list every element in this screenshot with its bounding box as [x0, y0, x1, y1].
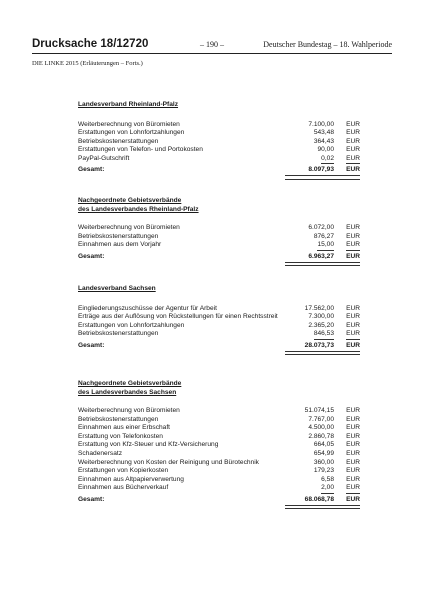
total-label: Gesamt: — [78, 341, 105, 349]
row-amount: 876,27 — [313, 232, 334, 240]
row-currency: EUR — [346, 304, 360, 312]
row-currency: EUR — [346, 146, 360, 154]
section-title-line2: des Landesverbandes Rheinland-Pfalz — [78, 205, 199, 213]
total-double-rule — [285, 351, 360, 356]
section-title: Nachgeordnete Gebietsverbände — [78, 197, 182, 204]
table-row — [78, 484, 360, 493]
row-label: Weiterberechnung von Büromieten — [78, 407, 180, 414]
row-label: Einnahmen aus Altpapierverwertung — [78, 475, 184, 483]
page-header — [32, 38, 392, 54]
row-label: Einnahmen aus einer Erbschaft — [78, 424, 171, 432]
row-amount: 179,23 — [313, 467, 334, 475]
row-label: Erstattung von Telefonkosten — [78, 432, 163, 440]
row-label: Erstattungen von Lohnfortzahlungen — [78, 321, 185, 329]
total-label: Gesamt: — [78, 495, 105, 503]
row-currency: EUR — [346, 424, 360, 432]
row-amount: 664,05 — [313, 441, 334, 449]
total-currency: EUR — [346, 252, 360, 260]
table-row — [78, 121, 360, 130]
row-amount: 6,58 — [321, 475, 334, 483]
row-label: PayPal-Gutschrift — [78, 154, 130, 162]
total-double-rule — [285, 175, 360, 180]
row-label: Betriebskostenerstattungen — [78, 137, 159, 145]
row-currency: EUR — [346, 321, 360, 329]
total-double-rule — [285, 262, 360, 267]
row-label: Betriebskostenerstattungen — [78, 232, 159, 240]
total-row — [78, 165, 360, 175]
total-label: Gesamt: — [78, 252, 105, 260]
total-amount: 68.068,78 — [304, 495, 334, 503]
row-currency: EUR — [346, 458, 360, 466]
table-row — [78, 224, 360, 233]
row-label: Einnahmen aus Bücherverkauf — [78, 484, 169, 492]
row-amount: 6.072,00 — [308, 224, 334, 231]
page-number: – 190 – — [200, 40, 224, 49]
section-title: Nachgeordnete Gebietsverbände — [78, 380, 182, 387]
row-amount: 90,00 — [317, 146, 334, 154]
row-label: Erstattungen von Lohnfortzahlungen — [78, 129, 185, 137]
table-row — [78, 322, 360, 331]
row-amount: 7.767,00 — [308, 415, 334, 423]
total-currency: EUR — [346, 341, 360, 349]
section-gebietsverbaende-sachsen — [78, 380, 360, 509]
row-label: Einnahmen aus dem Vorjahr — [78, 241, 162, 249]
row-currency: EUR — [346, 449, 360, 457]
row-amount: 17.562,00 — [304, 304, 334, 312]
total-row — [78, 252, 360, 262]
total-row — [78, 495, 360, 505]
row-currency: EUR — [346, 432, 360, 440]
publisher-label: Deutscher Bundestag – 18. Wahlperiode — [263, 40, 392, 49]
total-label: Gesamt: — [78, 166, 105, 174]
total-currency: EUR — [346, 166, 360, 174]
row-amount: 51.074,15 — [304, 407, 334, 414]
row-amount: 846,53 — [314, 330, 334, 340]
row-label: Weiterberechnung von Kosten der Reinigung und Bürotechnik — [78, 458, 259, 466]
row-label: Schadenersatz — [78, 449, 122, 457]
row-label: Betriebskostenerstattungen — [78, 330, 159, 338]
total-amount: 28.073,73 — [304, 341, 334, 349]
row-amount: 654,99 — [313, 449, 334, 457]
row-currency: EUR — [346, 232, 360, 240]
row-label: Erträge aus der Auflösung von Rückstellungen für einen Rechtsstreit — [78, 313, 278, 321]
row-amount: 4.500,00 — [308, 424, 334, 432]
row-currency: EUR — [346, 155, 360, 165]
header-rule — [32, 53, 392, 54]
table-row — [78, 138, 360, 147]
table-row — [78, 433, 360, 442]
section-gebietsverbaende-rheinland-pfalz — [78, 197, 360, 266]
table-row — [78, 330, 360, 339]
total-amount: 8.097,93 — [308, 166, 334, 174]
section-landesverband-rheinland-pfalz — [78, 101, 360, 180]
table-row — [78, 241, 360, 250]
row-currency: EUR — [346, 475, 360, 483]
section-title-line2: des Landesverbandes Sachsen — [78, 388, 177, 396]
row-currency: EUR — [346, 241, 360, 251]
row-amount: 0,02 — [321, 155, 334, 165]
row-currency: EUR — [346, 313, 360, 321]
table-row — [78, 305, 360, 314]
section-title: Landesverband Rheinland-Pfalz — [78, 101, 179, 108]
row-amount: 7.100,00 — [308, 120, 334, 128]
row-currency: EUR — [346, 407, 360, 414]
section-landesverband-sachsen — [78, 285, 360, 355]
section-title: Landesverband Sachsen — [78, 285, 156, 292]
row-amount: 2.860,78 — [308, 432, 334, 440]
table-row — [78, 450, 360, 459]
row-amount: 360,00 — [313, 458, 334, 466]
row-label: Weiterberechnung von Büromieten — [78, 224, 180, 231]
row-currency: EUR — [346, 137, 360, 145]
row-currency: EUR — [346, 120, 360, 128]
table-row — [78, 407, 360, 416]
total-currency: EUR — [346, 495, 360, 503]
row-amount: 15,00 — [317, 241, 334, 251]
running-subheading: DIE LINKE 2015 (Erläuterungen – Forts.) — [32, 60, 143, 67]
row-currency: EUR — [346, 415, 360, 423]
table-row — [78, 313, 360, 322]
table-row — [78, 476, 360, 485]
row-currency: EUR — [346, 129, 360, 137]
row-label: Weiterberechnung von Büromieten — [78, 120, 180, 128]
total-amount: 6.963,27 — [308, 252, 334, 260]
row-currency: EUR — [346, 467, 360, 475]
row-label: Eingliederungszuschüsse der Agentur für Arbeit — [78, 304, 217, 312]
row-currency: EUR — [346, 441, 360, 449]
row-label: Erstattungen von Kopierkosten — [78, 467, 169, 475]
table-row — [78, 155, 360, 164]
row-amount: 364,43 — [313, 137, 334, 145]
table-row — [78, 416, 360, 425]
table-row — [78, 424, 360, 433]
table-row — [78, 146, 360, 155]
row-amount: 7.300,00 — [308, 313, 334, 321]
total-double-rule — [285, 505, 360, 510]
table-row — [78, 459, 360, 468]
row-label: Erstattungen von Telefon- und Portokosten — [78, 146, 203, 154]
total-row — [78, 341, 360, 351]
row-amount: 2.365,20 — [308, 321, 334, 329]
table-row — [78, 129, 360, 138]
row-label: Erstattung von Kfz-Steuer und Kfz-Versicherung — [78, 441, 219, 449]
row-currency: EUR — [346, 224, 360, 231]
row-currency: EUR — [346, 484, 360, 494]
table-row — [78, 441, 360, 450]
document-number: Drucksache 18/12720 — [32, 38, 149, 50]
table-row — [78, 233, 360, 242]
row-currency: EUR — [346, 330, 360, 340]
row-amount: 543,48 — [313, 129, 334, 137]
row-label: Betriebskostenerstattungen — [78, 415, 159, 423]
row-amount: 2,00 — [321, 484, 334, 494]
table-row — [78, 467, 360, 476]
